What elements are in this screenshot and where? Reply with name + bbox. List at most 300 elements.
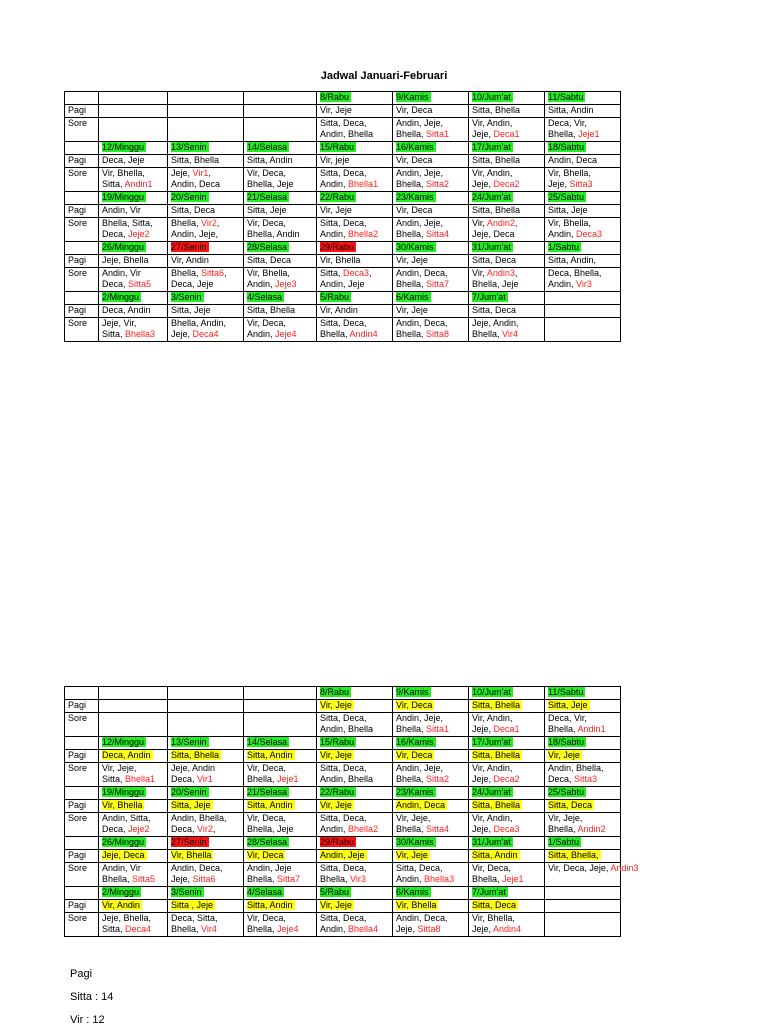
- pagi-cell: [244, 205, 317, 218]
- sore-cell: [545, 218, 621, 242]
- row-label-empty: [65, 887, 99, 900]
- day-label: 2/Minggu: [102, 887, 140, 897]
- pagi-names: Deca, Andin: [102, 305, 151, 315]
- pagi-row: [65, 800, 621, 813]
- sore-counter: Deca2: [493, 774, 520, 784]
- sore-names: Andin, Jeje: [247, 863, 292, 873]
- day-header-cell: [244, 292, 317, 305]
- day-header-cell: [317, 242, 393, 255]
- pagi-cell: [99, 305, 168, 318]
- day-header-cell: [168, 737, 244, 750]
- pagi-cell: [469, 800, 545, 813]
- day-label: 29/Rabu: [320, 242, 355, 252]
- sore-punct: ,: [212, 824, 216, 834]
- day-header-cell: [244, 142, 317, 155]
- sore-line-2: [320, 774, 389, 785]
- sore-names: Bhella,: [472, 329, 500, 339]
- sore-counter: Andin2: [577, 824, 606, 834]
- day-label: 26/Minggu: [102, 242, 145, 252]
- pagi-cell: [244, 105, 317, 118]
- sore-cell: [168, 813, 244, 837]
- sore-names: Sitta, Deca,: [320, 168, 367, 178]
- day-header-cell: [244, 242, 317, 255]
- pagi-cell: [244, 800, 317, 813]
- sore-line-1: [171, 763, 240, 774]
- pagi-row: [65, 850, 621, 863]
- sore-line-2: [396, 824, 465, 835]
- day-header-cell: [545, 192, 621, 205]
- sore-punct: ,: [208, 168, 211, 178]
- day-header-cell: [168, 837, 244, 850]
- sore-cell: [393, 913, 469, 937]
- sore-names: Andin, Bhella: [320, 774, 374, 784]
- pagi-cell: [317, 750, 393, 763]
- pagi-names: Vir, Jeje: [548, 750, 580, 760]
- sore-line-1: [472, 863, 541, 874]
- sore-punct: ,: [514, 218, 518, 228]
- sore-line-1: [102, 863, 164, 874]
- day-label: 31/Jum'at: [472, 242, 511, 252]
- pagi-names: Sitta, Jeje: [548, 205, 588, 215]
- sore-names: Deca, Jeje: [171, 279, 214, 289]
- day-label: 16/Kamis: [396, 142, 434, 152]
- row-label-sore: Sore: [65, 218, 99, 242]
- pagi-names: Sitta, Jeje: [171, 800, 211, 810]
- day-header-cell: [168, 192, 244, 205]
- pagi-cell: [393, 105, 469, 118]
- sore-counter: Sitta2: [426, 179, 450, 189]
- sore-cell: [244, 168, 317, 192]
- sore-names: Sitta,: [102, 924, 123, 934]
- sore-line-1: [320, 863, 389, 874]
- sore-names: Bhella,: [247, 874, 275, 884]
- pagi-cell: [545, 900, 621, 913]
- sore-counter: Bhella3: [125, 329, 156, 339]
- sore-cell: [168, 218, 244, 242]
- pagi-row: [65, 900, 621, 913]
- sore-line-1: [548, 218, 617, 229]
- pagi-cell: [168, 155, 244, 168]
- pagi-names: Sitta, Bhella: [472, 800, 521, 810]
- day-label: 27/Senin: [171, 242, 207, 252]
- pagi-row: [65, 155, 621, 168]
- sore-names: Andin,: [247, 329, 273, 339]
- sore-cell: [99, 813, 168, 837]
- sore-cell: [545, 863, 639, 887]
- sore-line-1: [472, 813, 541, 824]
- sore-cell: [393, 318, 469, 342]
- pagi-cell: [244, 850, 317, 863]
- sore-counter: Jeje1: [277, 774, 299, 784]
- sore-cell: [545, 913, 621, 937]
- sore-names: Bhella,: [247, 774, 275, 784]
- sore-names: Andin,: [396, 874, 422, 884]
- sore-line-1: [102, 763, 164, 774]
- sore-cell: [244, 218, 317, 242]
- pagi-names: Sitta, Deca: [548, 800, 593, 810]
- row-label-empty: [65, 687, 99, 700]
- sore-cell: [317, 863, 393, 887]
- day-header-cell: [99, 142, 168, 155]
- sore-names: Jeje, Deca: [472, 229, 515, 239]
- pagi-names: Sitta, Andin,: [548, 255, 597, 265]
- sore-line-2: [102, 774, 164, 785]
- sore-line-1: [396, 713, 465, 724]
- day-header-cell: [99, 242, 168, 255]
- sore-line-2: [472, 179, 541, 190]
- sore-line-1: [320, 913, 389, 924]
- sore-names: Bhella, Jeje: [472, 279, 519, 289]
- sore-line-1: [320, 713, 389, 724]
- sore-cell: [244, 913, 317, 937]
- day-header-cell: [393, 242, 469, 255]
- day-label: 8/Rabu: [320, 687, 350, 697]
- sore-counter: Vir3: [576, 279, 592, 289]
- sore-cell: [168, 318, 244, 342]
- row-label-pagi: Pagi: [65, 255, 99, 268]
- sore-cell: [393, 168, 469, 192]
- sore-cell: [469, 863, 545, 887]
- sore-counter: Sitta6: [192, 874, 216, 884]
- pagi-cell: [168, 305, 244, 318]
- sore-punct: ,: [216, 218, 220, 228]
- sore-line-1: [320, 318, 389, 329]
- sore-line-2: [472, 724, 541, 735]
- sore-line-2: [247, 329, 313, 340]
- sore-names: Sitta, Deca,: [396, 863, 443, 873]
- day-label: 31/Jum'at: [472, 837, 511, 847]
- sore-cell: [545, 168, 621, 192]
- day-header-cell: [244, 687, 317, 700]
- sore-counter: Andin4: [349, 329, 378, 339]
- sore-line-1: [171, 268, 240, 279]
- day-label: 11/Sabtu: [548, 92, 584, 102]
- sore-line-1: [548, 813, 617, 824]
- sore-line-2: [171, 279, 240, 290]
- sore-line-2: [320, 129, 389, 140]
- sore-names: Sitta, Deca,: [320, 713, 367, 723]
- pagi-names: Vir, Jeje: [320, 750, 352, 760]
- day-label: 14/Selasa: [247, 737, 288, 747]
- pagi-cell: [545, 305, 621, 318]
- pagi-names: Deca, Jeje: [102, 155, 145, 165]
- sore-names: Andin, Jeje,: [396, 763, 444, 773]
- sore-line-2: [320, 179, 389, 190]
- pagi-names: Sitta, Andin: [247, 750, 293, 760]
- sore-counter: Bhella1: [125, 774, 156, 784]
- sore-line-1: [171, 218, 240, 229]
- sore-line-1: [548, 863, 639, 874]
- day-label: 18/Sabtu: [548, 737, 585, 747]
- sore-line-2: [396, 179, 465, 190]
- day-label: 19/Minggu: [102, 787, 145, 797]
- sore-names: Vir, Deca, Jeje,: [548, 863, 609, 873]
- sore-cell: [545, 763, 621, 787]
- sore-cell: [317, 218, 393, 242]
- sore-line-1: [247, 318, 313, 329]
- pagi-names: Vir, Deca: [396, 205, 433, 215]
- sore-line-1: [247, 268, 313, 279]
- sore-line-1: [247, 763, 313, 774]
- sore-line-1: [247, 863, 313, 874]
- pagi-cell: [393, 700, 469, 713]
- pagi-names: Jeje, Bhella: [102, 255, 149, 265]
- sore-counter: Sitta8: [417, 924, 441, 934]
- sore-names: Bhella,: [247, 924, 275, 934]
- day-header-cell: [99, 292, 168, 305]
- sore-line-2: [171, 179, 240, 190]
- pagi-names: Sitta, Bhella: [472, 700, 521, 710]
- pagi-names: Vir, Jeje: [320, 800, 352, 810]
- sore-names: Vir, Andin,: [472, 763, 513, 773]
- sore-line-1: [472, 118, 541, 129]
- sore-names: Bhella,: [396, 824, 424, 834]
- day-header-cell: [393, 787, 469, 800]
- sore-line-1: [247, 168, 313, 179]
- day-header-cell: [244, 192, 317, 205]
- row-label-pagi: Pagi: [65, 900, 99, 913]
- sore-names: Deca, Sitta,: [171, 913, 218, 923]
- sore-cell: [244, 713, 317, 737]
- sore-names: Vir,: [472, 268, 485, 278]
- sore-names: Jeje, Vir,: [102, 318, 137, 328]
- sore-line-1: [320, 268, 389, 279]
- sore-names: Andin, Jeje,: [396, 218, 444, 228]
- sore-names: Andin, Deca,: [396, 318, 448, 328]
- day-header-cell: [545, 687, 621, 700]
- sore-counter: Bhella1: [348, 179, 379, 189]
- sore-cell: [469, 813, 545, 837]
- pagi-names: Sitta, Bhella,: [548, 850, 599, 860]
- day-label: 9/Kamis: [396, 687, 429, 697]
- pagi-names: Vir, Andin: [102, 900, 140, 910]
- summary-line: Vir : 12: [70, 1014, 105, 1026]
- sore-cell: [469, 268, 545, 292]
- sore-counter: Vir1: [192, 168, 209, 178]
- row-label-empty: [65, 92, 99, 105]
- sore-counter: Sitta7: [277, 874, 301, 884]
- pagi-names: Sitta, Bhella: [247, 305, 296, 315]
- sore-cell: [317, 318, 393, 342]
- day-label: 5/Rabu: [320, 292, 350, 302]
- day-header-cell: [244, 887, 317, 900]
- sore-line-1: [548, 168, 617, 179]
- pagi-names: Vir, Jeje: [396, 305, 428, 315]
- sore-counter: Jeje3: [275, 279, 297, 289]
- row-label-sore: Sore: [65, 913, 99, 937]
- pagi-names: Jeje, Deca: [102, 850, 145, 860]
- day-label: 8/Rabu: [320, 92, 350, 102]
- sore-line-1: [102, 218, 164, 229]
- sore-counter: Deca4: [125, 924, 152, 934]
- sore-row: [65, 118, 621, 142]
- day-label: 22/Rabu: [320, 787, 355, 797]
- sore-names: Vir, Andin,: [472, 168, 513, 178]
- sore-counter: Andin2: [486, 218, 515, 228]
- day-header-cell: [393, 837, 469, 850]
- pagi-cell: [244, 750, 317, 763]
- row-label-empty: [65, 737, 99, 750]
- pagi-names: Vir, Deca: [247, 850, 284, 860]
- day-header-cell: [168, 242, 244, 255]
- sore-names: Bhella,: [102, 874, 130, 884]
- sore-names: Deca, Vir,: [548, 713, 587, 723]
- day-header-cell: [317, 887, 393, 900]
- pagi-cell: [393, 900, 469, 913]
- sore-counter: Vir3: [350, 874, 366, 884]
- day-header-cell: [244, 737, 317, 750]
- row-label-empty: [65, 787, 99, 800]
- pagi-cell: [393, 205, 469, 218]
- sore-cell: [168, 863, 244, 887]
- sore-row: [65, 218, 621, 242]
- sore-line-1: [320, 763, 389, 774]
- sore-names: Jeje,: [548, 179, 568, 189]
- sore-counter: Jeje4: [275, 329, 297, 339]
- day-label: 12/Minggu: [102, 142, 145, 152]
- sore-names: Andin, Deca: [171, 179, 221, 189]
- sore-names: Vir, Jeje,: [396, 813, 431, 823]
- sore-names: Bhella,: [548, 724, 576, 734]
- sore-line-1: [396, 318, 465, 329]
- sore-names: Andin, Sitta,: [102, 813, 151, 823]
- day-label: 24/Jum'at: [472, 192, 511, 202]
- day-label: 29/Rabu: [320, 837, 355, 847]
- day-header-cell: [545, 292, 621, 305]
- sore-line-2: [396, 129, 465, 140]
- sore-names: Jeje,: [472, 179, 492, 189]
- sore-names: Andin, Vir: [102, 863, 141, 873]
- sore-names: Jeje,: [171, 874, 191, 884]
- sore-line-2: [102, 179, 164, 190]
- sore-counter: Deca3: [343, 268, 370, 278]
- day-header-cell: [469, 737, 545, 750]
- day-header-cell: [168, 92, 244, 105]
- sore-line-1: [396, 218, 465, 229]
- sore-cell: [393, 813, 469, 837]
- pagi-names: Vir, Jeje: [396, 255, 428, 265]
- sore-row: [65, 318, 621, 342]
- sore-punct: ,: [369, 268, 372, 278]
- day-label: 16/Kamis: [396, 737, 434, 747]
- sore-names: Vir, Deca,: [472, 863, 511, 873]
- pagi-cell: [393, 850, 469, 863]
- day-header-cell: [393, 192, 469, 205]
- sore-names: Sitta,: [102, 774, 123, 784]
- row-label-pagi: Pagi: [65, 750, 99, 763]
- sore-cell: [168, 763, 244, 787]
- schedule-table-1: [64, 91, 621, 342]
- sore-names: Deca,: [548, 774, 572, 784]
- sore-counter: Andin1: [577, 724, 606, 734]
- sore-counter: Vir4: [502, 329, 518, 339]
- sore-names: Jeje,: [396, 924, 416, 934]
- pagi-cell: [393, 255, 469, 268]
- day-header-cell: [545, 142, 621, 155]
- sore-counter: Sitta2: [426, 774, 450, 784]
- sore-names: Sitta, Deca,: [320, 118, 367, 128]
- sore-line-2: [548, 774, 617, 785]
- sore-row: [65, 813, 621, 837]
- sore-line-2: [472, 279, 541, 290]
- day-header-cell: [244, 787, 317, 800]
- pagi-names: Sitta, Andin: [247, 900, 293, 910]
- sore-names: Sitta, Deca,: [320, 913, 367, 923]
- pagi-cell: [317, 205, 393, 218]
- sore-names: Deca,: [102, 279, 126, 289]
- pagi-cell: [244, 305, 317, 318]
- day-header-cell: [168, 142, 244, 155]
- pagi-cell: [99, 800, 168, 813]
- sore-line-2: [472, 924, 541, 935]
- sore-line-1: [396, 913, 465, 924]
- sore-counter: Deca3: [493, 824, 520, 834]
- sore-names: Vir, Deca,: [247, 218, 286, 228]
- day-label: 28/Selasa: [247, 242, 288, 252]
- day-header-cell: [469, 687, 545, 700]
- day-label: 23/Kamis: [396, 192, 434, 202]
- day-header-cell: [469, 142, 545, 155]
- sore-names: Vir,: [472, 218, 485, 228]
- sore-counter: Sitta1: [426, 129, 450, 139]
- sore-line-1: [472, 218, 541, 229]
- pagi-cell: [317, 900, 393, 913]
- sore-cell: [99, 268, 168, 292]
- sore-names: Vir, Deca,: [247, 813, 286, 823]
- day-label: 25/Sabtu: [548, 787, 585, 797]
- sore-names: Sitta, Deca,: [320, 218, 367, 228]
- sore-line-1: [320, 813, 389, 824]
- row-label-pagi: Pagi: [65, 850, 99, 863]
- day-header-row: [65, 242, 621, 255]
- row-label-sore: Sore: [65, 118, 99, 142]
- pagi-names: Sitta, Bhella: [472, 155, 521, 165]
- sore-names: Vir, Bhella,: [472, 913, 515, 923]
- day-label: 14/Selasa: [247, 142, 288, 152]
- sore-line-1: [171, 913, 240, 924]
- day-header-cell: [317, 92, 393, 105]
- sore-counter: Sitta7: [426, 279, 450, 289]
- pagi-cell: [469, 155, 545, 168]
- sore-names: Andin, Bhella,: [548, 763, 604, 773]
- sore-names: Jeje,: [171, 329, 191, 339]
- day-label: 6/Kamis: [396, 292, 429, 302]
- day-label: 19/Minggu: [102, 192, 145, 202]
- sore-line-1: [472, 168, 541, 179]
- pagi-cell: [469, 305, 545, 318]
- row-label-pagi: Pagi: [65, 155, 99, 168]
- sore-cell: [168, 168, 244, 192]
- sore-cell: [99, 713, 168, 737]
- sore-line-2: [320, 229, 389, 240]
- row-label-pagi: Pagi: [65, 205, 99, 218]
- sore-line-1: [472, 763, 541, 774]
- pagi-names: Sitta, Andin: [472, 850, 518, 860]
- sore-cell: [317, 813, 393, 837]
- pagi-cell: [545, 850, 621, 863]
- sore-names: Vir, Jeje,: [548, 813, 583, 823]
- day-label: 21/Selasa: [247, 787, 288, 797]
- pagi-cell: [168, 700, 244, 713]
- day-label: 13/Senin: [171, 737, 207, 747]
- sore-counter: Sitta4: [426, 824, 450, 834]
- sore-names: Bhella,: [320, 329, 348, 339]
- day-header-cell: [469, 887, 545, 900]
- day-header-cell: [317, 292, 393, 305]
- day-label: 9/Kamis: [396, 92, 429, 102]
- sore-row: [65, 763, 621, 787]
- sore-counter: Jeje2: [128, 229, 150, 239]
